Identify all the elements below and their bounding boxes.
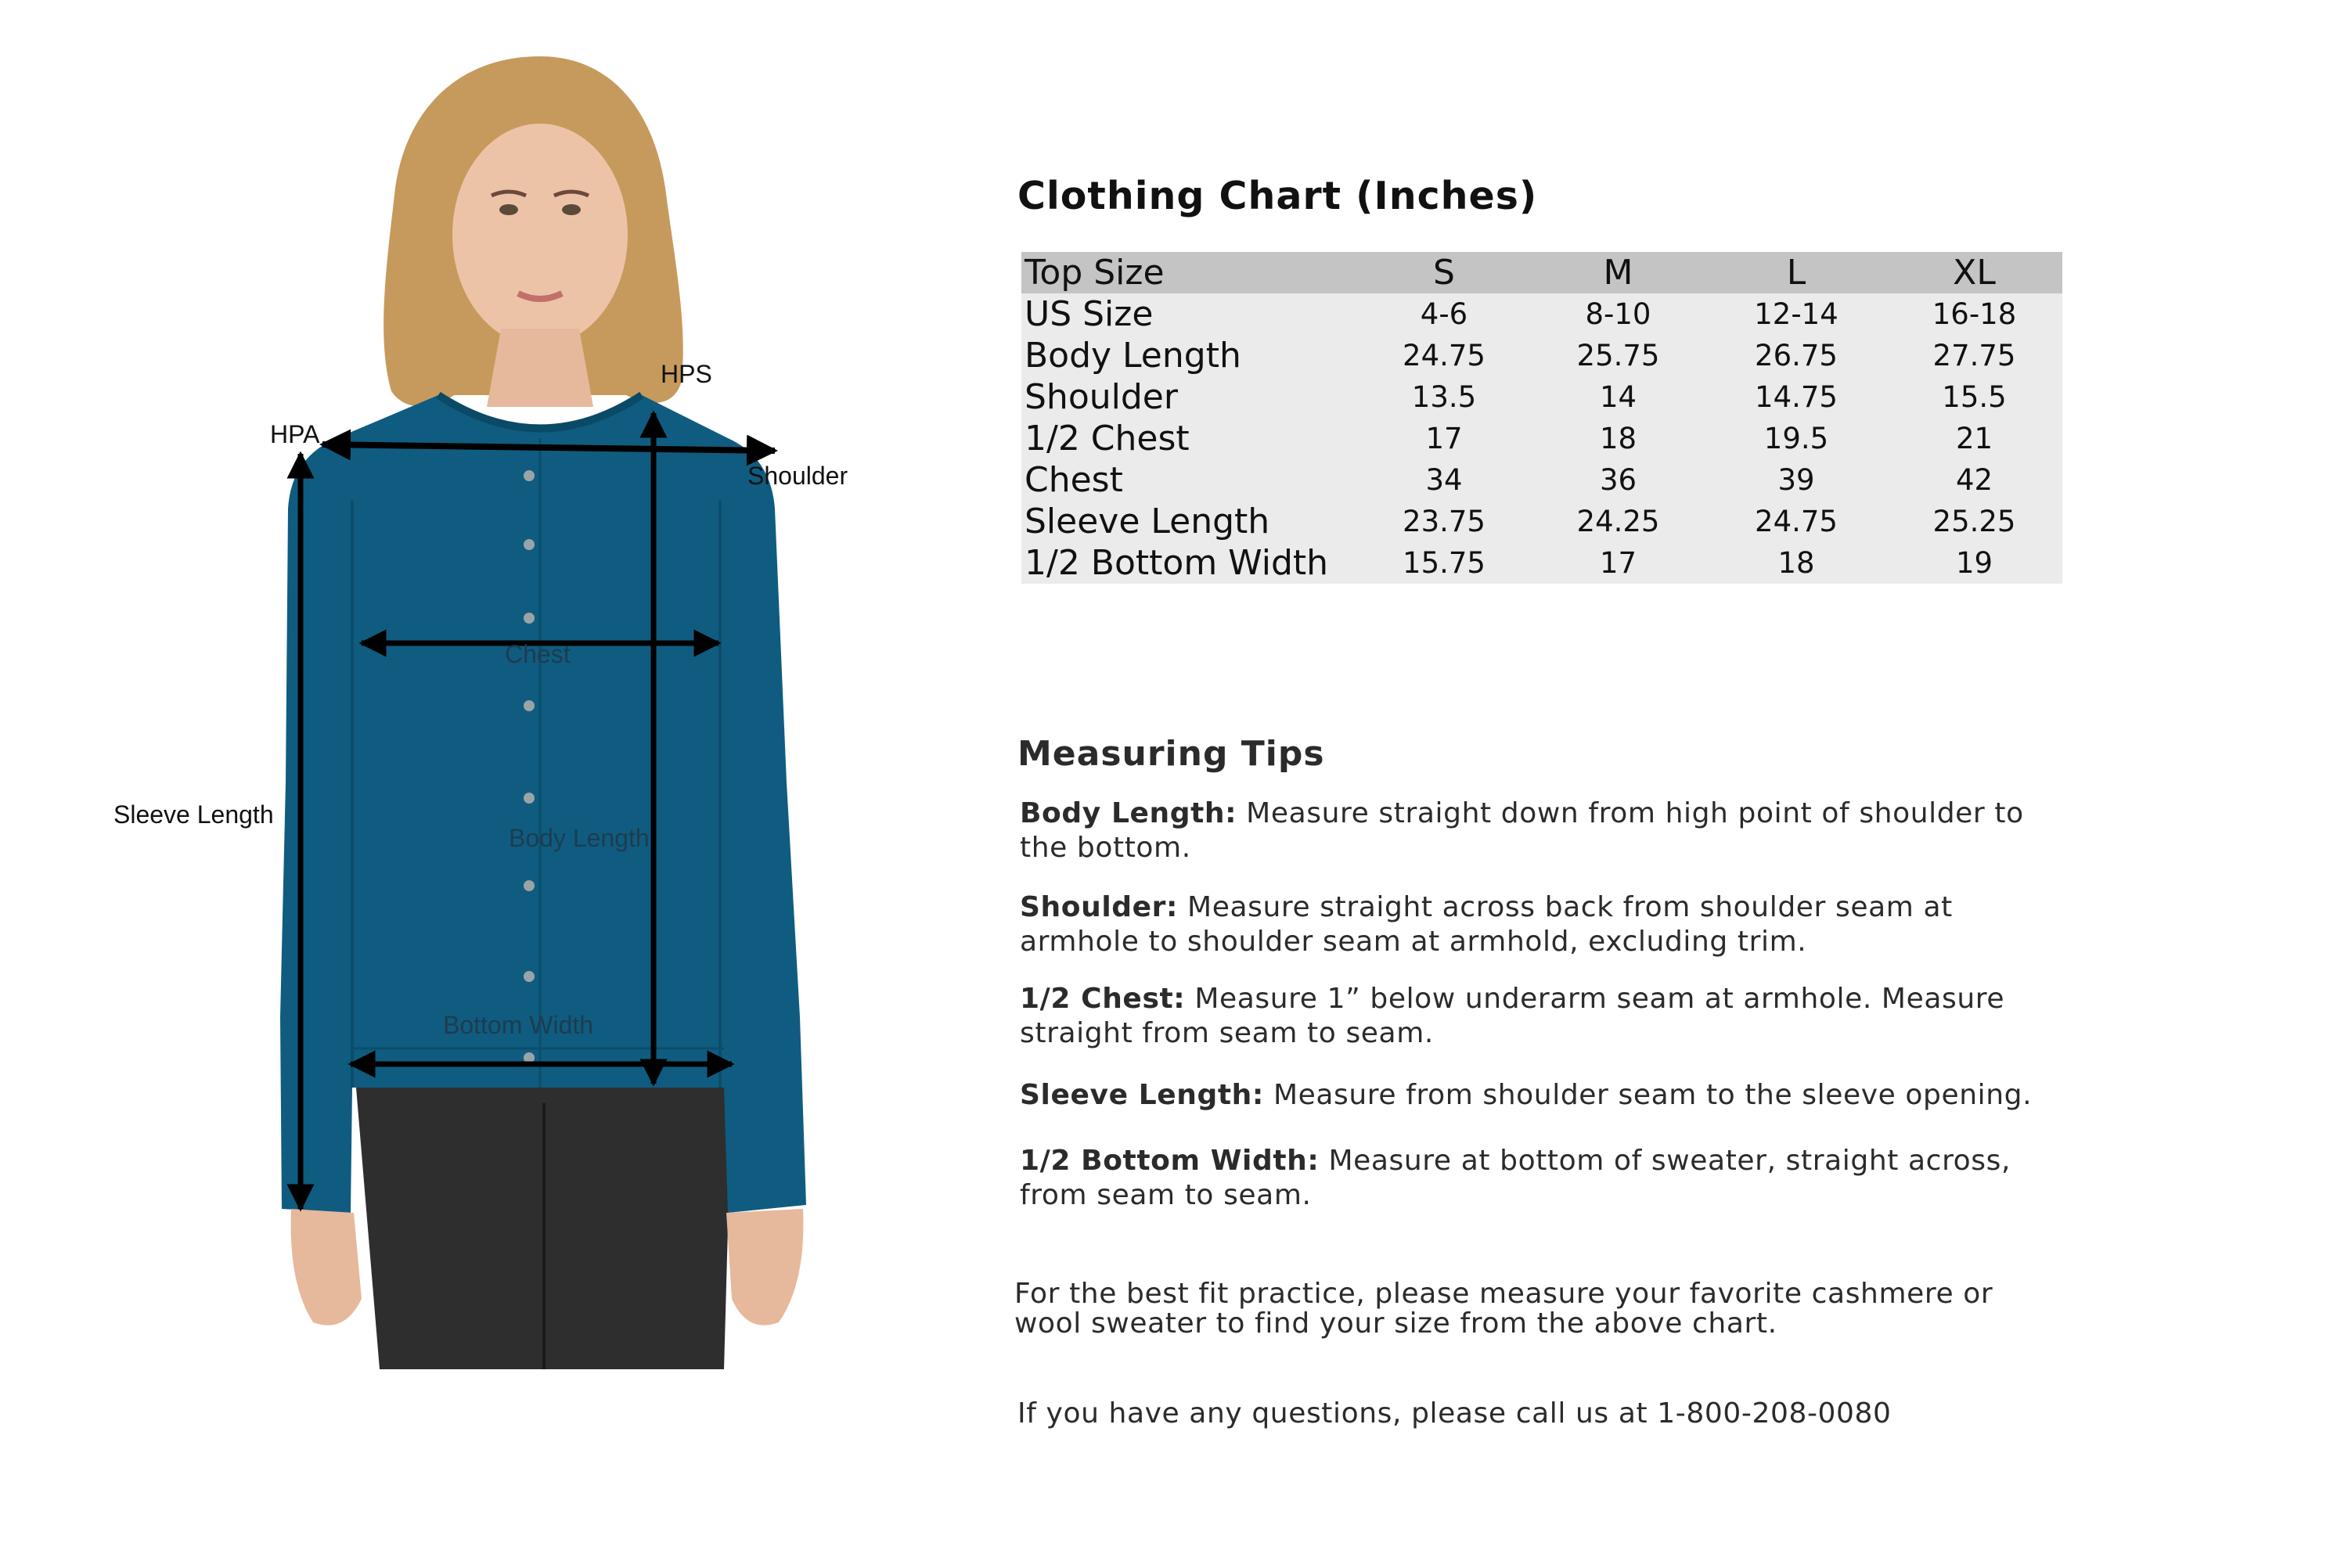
table-cell: 27.75 [1932, 339, 2016, 372]
row-label: US Size [1025, 294, 1154, 334]
row-label: Body Length [1025, 336, 1241, 376]
tip-text: Measure from shoulder seam to the sleeve opening. [1263, 1079, 2033, 1111]
tip-term: 1/2 Chest: [1020, 983, 1186, 1015]
table-cell: 14.75 [1755, 380, 1838, 414]
table-header-cell: L [1786, 253, 1806, 293]
hps-label: HPS [661, 360, 712, 388]
tip-half-chest [1020, 982, 2053, 1051]
hpa-label: HPA [270, 420, 320, 448]
contact-note: If you have any questions, please call us at 1-800-208-0080 [1017, 1397, 1892, 1430]
size-chart-table [1021, 252, 2062, 584]
body-length-label: Body Length [509, 824, 650, 852]
table-cell: 19 [1955, 546, 1993, 580]
tip-body-length [1020, 797, 2053, 865]
row-label: Chest [1025, 460, 1123, 500]
table-cell: 13.5 [1411, 380, 1477, 414]
table-cell: 19.5 [1763, 422, 1829, 455]
tip-shoulder [1020, 890, 2053, 959]
table-cell: 25.75 [1576, 339, 1660, 372]
tips-title: Measuring Tips [1017, 734, 1325, 774]
table-cell: 24.75 [1755, 505, 1838, 538]
table-cell: 16-18 [1932, 297, 2017, 331]
left-hand [291, 1209, 362, 1325]
table-cell: 21 [1955, 422, 1993, 455]
table-cell: 23.75 [1403, 505, 1486, 538]
table-row [1021, 293, 2062, 335]
table-header-cell: M [1603, 253, 1633, 293]
table-cell: 12-14 [1754, 297, 1838, 331]
table-cell: 4-6 [1420, 297, 1468, 331]
table-cell: 24.75 [1403, 339, 1486, 372]
tip-text: Measure straight across back from shoulder seam at armhole to shoulder seam at armhold, excluding trim. [1020, 891, 1953, 958]
fit-note: For the best fit practice, please measure your favorite cashmere or wool sweater to find your size from the above chart. [1014, 1278, 1993, 1340]
chest-label: Chest [505, 640, 571, 668]
table-cell: 15.5 [1942, 380, 2007, 414]
table-cell: 39 [1777, 463, 1815, 497]
table-cell: 42 [1955, 463, 1993, 497]
tip-term: Sleeve Length: [1020, 1079, 1264, 1111]
table-header-row [1021, 252, 2062, 293]
table-cell: 15.75 [1403, 546, 1486, 580]
table-row [1021, 376, 2062, 418]
table-cell: 17 [1425, 422, 1463, 455]
sleeve-length-label: Sleeve Length [113, 800, 274, 829]
table-row [1021, 335, 2062, 376]
bottom-width-label: Bottom Width [443, 1011, 594, 1039]
table-header-cell: XL [1953, 253, 1996, 293]
table-cell: 26.75 [1755, 339, 1838, 372]
row-label: Sleeve Length [1025, 502, 1270, 541]
table-cell: 8-10 [1585, 297, 1651, 331]
table-cell: 36 [1599, 463, 1637, 497]
tip-text: Measure 1” below underarm seam at armhole. Measure straight from seam to seam. [1020, 983, 2005, 1049]
face-shape [452, 124, 628, 346]
table-cell: 18 [1599, 422, 1637, 455]
table-header-cell: Top Size [1025, 253, 1165, 293]
table-row [1021, 542, 2062, 584]
tip-half-bottom-width [1020, 1144, 2053, 1213]
table-row [1021, 459, 2062, 501]
tip-term: Body Length: [1020, 797, 1237, 829]
tip-text: Measure at bottom of sweater, straight across, from seam to seam. [1020, 1145, 2011, 1211]
shoulder-label: Shoulder [747, 462, 848, 490]
right-hand [726, 1209, 803, 1325]
table-cell: 14 [1599, 380, 1637, 414]
tip-sleeve-length [1020, 1078, 2053, 1113]
tip-term: Shoulder: [1020, 891, 1178, 923]
table-cell: 17 [1599, 546, 1637, 580]
neck-shape [487, 329, 593, 407]
row-label: 1/2 Bottom Width [1025, 543, 1329, 583]
measurement-figure [0, 0, 939, 1565]
table-cell: 25.25 [1932, 505, 2016, 538]
tip-text: Measure straight down from high point of shoulder to the bottom. [1020, 797, 2024, 864]
table-header-cell: S [1433, 253, 1455, 293]
table-row [1021, 418, 2062, 459]
table-cell: 24.25 [1576, 505, 1660, 538]
chart-title: Clothing Chart (Inches) [1017, 174, 1538, 218]
table-row [1021, 501, 2062, 542]
table-cell: 18 [1777, 546, 1815, 580]
row-label: 1/2 Chest [1025, 419, 1190, 459]
tip-term: 1/2 Bottom Width: [1020, 1145, 1320, 1177]
model-illustration [0, 0, 939, 1565]
row-label: Shoulder [1025, 377, 1178, 417]
table-cell: 34 [1425, 463, 1463, 497]
